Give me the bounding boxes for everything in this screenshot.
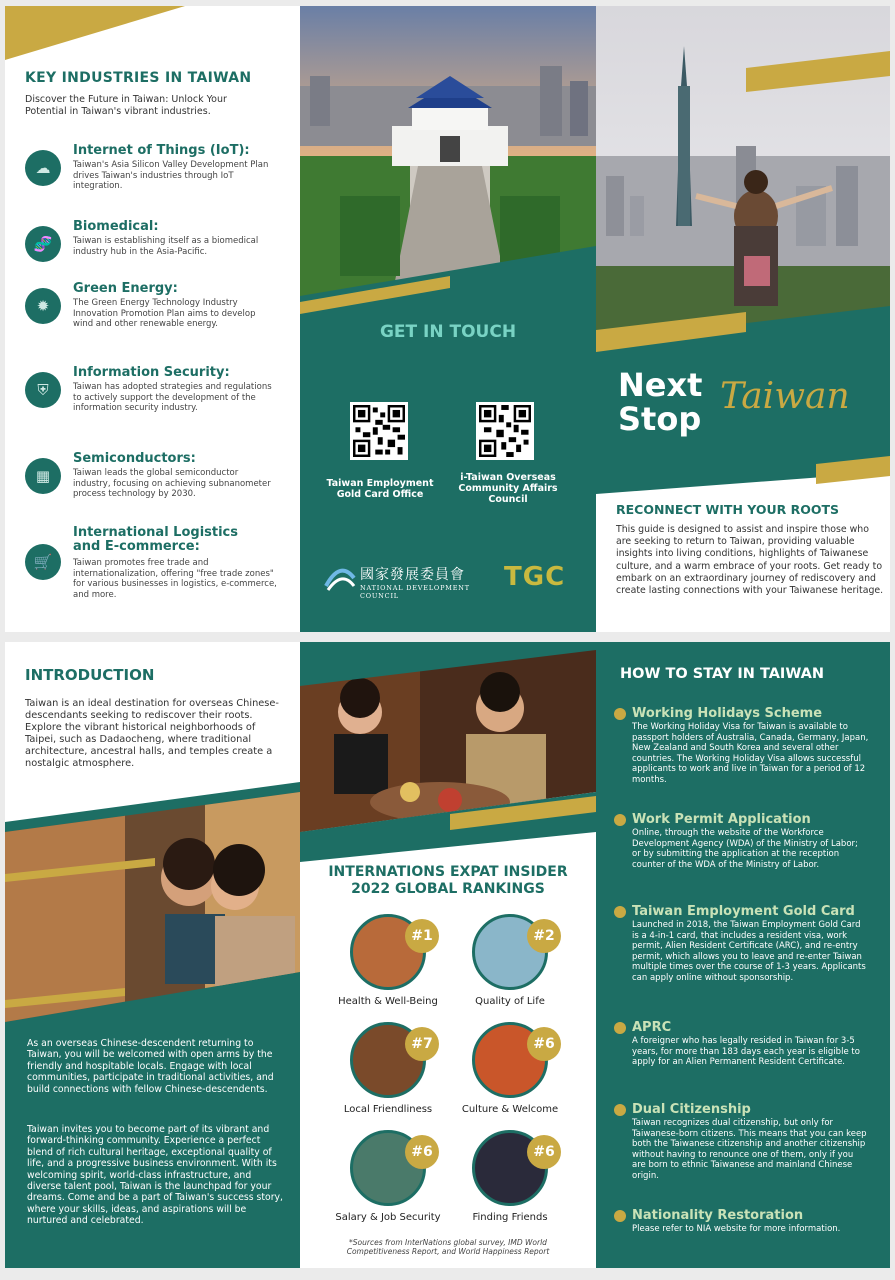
rankings-title-1: INTERNATIONS EXPAT INSIDER [328, 864, 568, 880]
how-to-stay-panel [596, 642, 890, 1268]
rank-health [328, 914, 448, 1007]
industry-title: Information Security: [73, 365, 230, 380]
rank-salary-job-security [328, 1130, 448, 1223]
get-in-touch-title: GET IN TOUCH [379, 322, 517, 342]
stay-item-title: APRC [614, 1020, 869, 1035]
qr-label-i-taiwan: i-Taiwan Overseas Community Affairs Council [458, 472, 558, 505]
industries-intro: Discover the Future in Taiwan: Unlock Your Potential in Taiwan's vibrant industries. [25, 94, 227, 117]
reconnect-title: RECONNECT WITH YOUR ROOTS [616, 502, 840, 517]
stay-item-desc: Online, through the website of the Workforce Development Agency (WDA) of the Ministry of Labor; or by submitting the application at the reception counter of the WDA of the Ministry of Labor. [632, 828, 858, 870]
rank-quality-of-life [450, 914, 570, 1007]
rank-photo [472, 1130, 555, 1206]
stay-working-holiday [614, 706, 869, 785]
rank-badge: #6 [527, 1027, 561, 1061]
rank-photo [472, 1022, 555, 1098]
stay-aprc [614, 1020, 869, 1068]
rank-label: Finding Friends [472, 1212, 548, 1223]
stay-item-title: Working Holidays Scheme [614, 706, 869, 721]
rank-local-friendliness [328, 1022, 448, 1115]
qr-label-gold-card: Taiwan Employment Gold Card Office [326, 478, 434, 500]
stay-item-desc: A foreigner who has legally resided in Taiwan for 3-5 years, for more than 183 days each year is eligible to apply for an Alien Permanent Resident Certificate. [632, 1036, 860, 1067]
introduction-p2: As an overseas Chinese-descendent returning to Taiwan, you will be welcomed with open arms by the friendly and hospitable locals. Engage with local communities, participate in traditional activities, and build connections with fellow Chinese-descendents. [27, 1038, 274, 1095]
rank-culture-welcome [450, 1022, 570, 1115]
industry-desc: Taiwan is establishing itself as a biomedical industry hub in the Asia-Pacific. [73, 236, 259, 257]
stay-item-desc: Launched in 2018, the Taiwan Employment Gold Card is a 4-in-1 card, that includes a resident visa, work permit, Alien Resident Certificate (ARC), and re-entry permit, which allows you to leave and re-enter Taiwan multiple times over the course of 1-3 years. Applicants can apply online without sponsorship. [632, 920, 866, 983]
stay-item-desc: The Working Holiday Visa for Taiwan is available to passport holders of Australia, Canada, Germany, Japan, New Zealand and South Korea and several other countries. The Working Holiday Visa allows successful applicants to work and live in Taiwan for a period of 12 months. [632, 722, 869, 785]
brochure-inside [5, 642, 890, 1268]
rank-photo [350, 1022, 433, 1098]
lightbulb-icon: ✹ [25, 288, 61, 324]
rankings-panel [300, 642, 596, 1268]
rank-badge: #6 [405, 1135, 439, 1169]
rank-label: Culture & Welcome [461, 1104, 559, 1115]
industry-title: Green Energy: [73, 281, 178, 296]
stay-item-title: Nationality Restoration [614, 1208, 869, 1223]
ndc-logo [324, 562, 494, 598]
industries-panel [5, 6, 300, 632]
industry-title: Internet of Things (IoT): [73, 143, 250, 158]
cart-icon: 🛒 [25, 544, 61, 580]
rank-badge: #6 [527, 1135, 561, 1169]
tgc-logo: TGC [504, 562, 566, 592]
stay-nationality-restoration [614, 1208, 869, 1235]
rank-photo [350, 914, 433, 990]
stay-item-title: Taiwan Employment Gold Card [614, 904, 869, 919]
rank-label: Quality of Life [475, 996, 545, 1007]
cover-taiwan-script: Taiwan [720, 376, 850, 417]
qr-pattern [353, 405, 405, 457]
introduction-panel [5, 642, 300, 1268]
cover-panel [596, 6, 890, 632]
rank-label: Health & Well-Being [338, 996, 438, 1007]
chip-icon: ▦ [25, 458, 61, 494]
reconnect-text: This guide is designed to assist and inspire those who are seeking to return to Taiwan, providing valuable insights into living conditions, highlights of Taiwanese culture, and a warm embrace of your roots. Get ready to embark on an extraordinary journey of rediscovery and create lasting connections with your Taiwanese heritage. [616, 524, 884, 597]
rankings-title-2: 2022 GLOBAL RANKINGS [351, 881, 545, 897]
rank-finding-friends [450, 1130, 570, 1223]
gold-corner-banner [5, 6, 300, 66]
rank-badge: #1 [405, 919, 439, 953]
dna-icon: 🧬 [25, 226, 61, 262]
brochure-outside [5, 6, 890, 632]
ndc-english-name: NATIONAL DEVELOPMENT COUNCIL [360, 584, 470, 600]
stay-item-desc: Please refer to NIA website for more information. [632, 1224, 841, 1234]
industry-title: Biomedical: [73, 219, 159, 234]
rank-photo [350, 1130, 433, 1206]
rankings-source: *Sources from InterNations global survey, IMD World Competitiveness Report, and World Happiness Report [346, 1238, 550, 1256]
industry-desc: Taiwan promotes free trade and internationalization, offering "free trade zones" for various businesses in logistics, e-commerce, and more. [73, 558, 277, 600]
qr-code-gold-card[interactable] [350, 402, 408, 460]
stay-item-desc: Taiwan recognizes dual citizenship, but only for Taiwanese-born citizens. This means that you can keep both the Taiwanese citizenship and another citizenship without having to renounce one of them, only if you are born to ethnic Taiwanese and mainland Chinese origin. [632, 1118, 867, 1181]
rank-label: Local Friendliness [343, 1104, 433, 1115]
industry-desc: The Green Energy Technology Industry Innovation Promotion Plan aims to develop wind and other renewable energy. [73, 298, 256, 329]
rank-label: Salary & Job Security [335, 1212, 441, 1223]
qr-pattern [479, 405, 531, 457]
stay-item-title: Work Permit Application [614, 812, 869, 827]
ndc-chinese-name: 國家發展委員會 [360, 567, 465, 583]
cover-stop: Stop [618, 400, 702, 438]
stay-dual-citizenship [614, 1102, 869, 1181]
introduction-p3: Taiwan invites you to become part of its vibrant and forward-thinking community. Experience a perfect blend of rich cultural heritage, exceptional quality of life, and a progressive business environment. With its welcoming spirit, world-class infrastructure, and diverse talent pool, Taiwan is the launchpad for your dreams. Come and be a part of Taiwan's success story, where your skills, ideas, and aspirations will be nurtured and celebrated. [27, 1124, 284, 1227]
shield-lock-icon: ⛨ [25, 372, 61, 408]
rank-photo [472, 914, 555, 990]
contact-panel [300, 6, 596, 632]
industry-desc: Taiwan has adopted strategies and regulations to actively support the development of the information security industry. [73, 382, 272, 413]
qr-code-i-taiwan[interactable] [476, 402, 534, 460]
stay-item-title: Dual Citizenship [614, 1102, 869, 1117]
cloud-network-icon: ☁ [25, 150, 61, 186]
industry-title: International Logistics and E-commerce: [73, 525, 239, 554]
stay-gold-card [614, 904, 869, 983]
rank-badge: #7 [405, 1027, 439, 1061]
industry-title: Semiconductors: [73, 451, 196, 466]
industries-title: KEY INDUSTRIES IN TAIWAN [25, 70, 252, 86]
stay-work-permit [614, 812, 869, 870]
introduction-p1: Taiwan is an ideal destination for overseas Chinese-descendants seeking to rediscover their roots. Explore the vibrant historical neighborhoods of Taipei, such as Dadaocheng, where traditional architecture, ancestral halls, and temples create a nostalgic atmosphere. [25, 698, 279, 769]
ndc-emblem-icon [324, 564, 356, 594]
cover-next: Next [618, 366, 703, 404]
introduction-title: INTRODUCTION [25, 666, 155, 684]
how-to-stay-title: HOW TO STAY IN TAIWAN [620, 666, 825, 682]
rank-badge: #2 [527, 919, 561, 953]
industry-desc: Taiwan's Asia Silicon Valley Development Plan drives Taiwan's industries through IoT integration. [73, 160, 269, 191]
industry-desc: Taiwan leads the global semiconductor industry, focusing on achieving subnanometer process technology by 2030. [73, 468, 271, 499]
